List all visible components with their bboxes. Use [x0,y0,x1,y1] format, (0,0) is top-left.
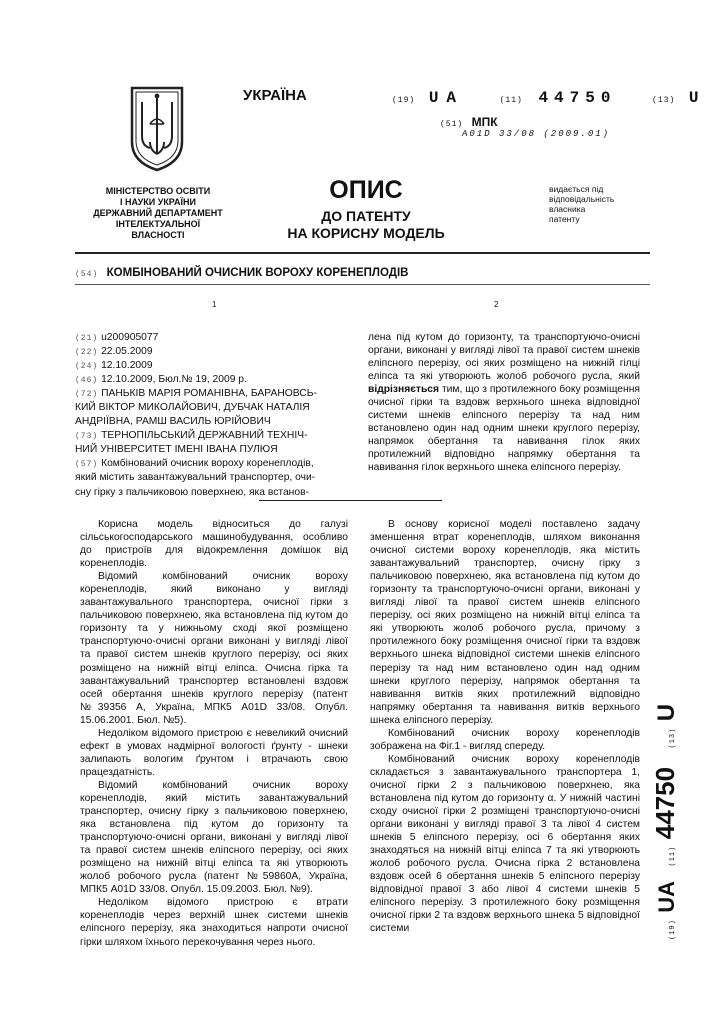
coat-of-arms-icon [128,84,186,174]
biblio-line: сну гірку з пальчиковою поверхнею, яка встанов- [75,486,309,498]
biblio-line: НИЙ УНІВЕРСИТЕТ ІМЕНІ ІВАНА ПУЛЮЯ [75,444,278,456]
inid-code-51: (51) [440,120,464,129]
department-line: ВЛАСНОСТІ [131,230,185,240]
issued-note: відповідальність [549,194,615,204]
country-name: УКРАЇНА [243,87,307,104]
paragraph: Недоліком відомого пристрою є невеликий очисний ефект в умовах надмірної вологості ґрунту - шнеки залипають вологим ґрунтом і втрачають свою працездатність. [80,727,348,778]
biblio-line: АНДРІЇВНА, РАМШ ВАСИЛЬ ЮРІЙОВИЧ [75,416,271,428]
department-line: ІНТЕЛЕКТУАЛЬНОЇ [115,219,201,229]
claim-continuation: лена під кутом до горизонту, та транспортуючо-очисні органи, виконані у вигляді лівої та правої систем шнеків еліпсного перерізу, осі яких розміщено на нижній гілці еліпса та які утворюють жолоб робочого русла, який відрізняється тим, що з протилежного боку розміщення очисної гірки та вздовж верхнього шнека відповідної системи шнеків еліпсного перерізу та над ним встановлено один над одним шнеки круглого перерізу, напрямок обертання та навивання гілок яких протилежний відповідно напрямку обертання та навивання гілок верхнього шнека еліпсного перерізу. [368,332,640,474]
biblio-line: (72) ПАНЬКІВ МАРІЯ РОМАНІВНА, БАРАНОВСЬ- [75,388,317,400]
kind-code: U [688,89,699,107]
description-right-column [370,518,640,936]
department-line: ДЕРЖАВНИЙ ДЕПАРТАМЕНТ [93,208,223,218]
section-divider [259,500,442,501]
side-patent-stamp: (19) UA (11) 44750 (13) U [650,703,680,940]
mpk-value: A01D 33/08 (2009.01) [462,129,611,139]
paragraph: Корисна модель відноситься до галузі сільськогосподарського машинобудування, особливо до пристроїв для відокремлення домішок від коренеплодів. [80,519,348,570]
paragraph: Відомий комбінований очисник вороху коренеплодів, який виконано у вигляді завантажувального транспортера, очисної гірки з пальчиковою поверхнею, яка встановлена під кутом до горизонту та у нижньому сході якої розміщено транспортуючо-очисні органи виконані у вигляді лівої та правої систем шнеків круглого перерізу, осі яких розміщено на нижній вітці еліпса. Очисна гірка та завантажувальний транспортер встановлені вздовж осей обертання шнеків круглого перерізу (патент №39356 А, Україна, МПК5 А01D 33/08. Опубл. 15.06.2001. Бюл. №5). [80,571,348,726]
issued-note: патенту [549,214,580,224]
biblio-line: (24) 12.10.2009 [75,360,153,372]
title-divider [75,284,650,285]
biblio-line: (57) Комбінований очисник вороху коренеплодів, [75,458,314,470]
paragraph: Відомий комбінований очисник вороху коренеплодів, який містить завантажувальний транспортер, очисну гірку з пальчиковою поверхнею, яка встановлена під кутом до горизонту та транспортуючо-очисні органи, виконані у вигляді лівої та правої систем шнеків еліпсного перерізу, осі яких розміщено на нижній вітці еліпса та які утворюють жолоб робочого русла (патент №59860А, Україна, МПК5 А01D 33/08. Опубл. 15.09.2003. Бюл. №9). [80,779,348,896]
ministry-line: І НАУКИ УКРАЇНИ [120,197,196,207]
patent-number: 44750 [538,89,617,107]
header-divider [75,252,650,254]
biblio-line: (46) 12.10.2009, Бюл.№ 19, 2009 р. [75,374,247,386]
paragraph: Комбінований очисник вороху коренеплодів зображена на Фіг.1 - вигляд спереду. [370,727,640,752]
paragraph: В основу корисної моделі поставлено задачу зменшення втрат коренеплодів, шляхом виконання очисної системи вороху коренеплодів, яка містить завантажувальний транспортер, очисну гірку з пальчиковою поверхнею, яка встановлена під кутом до горизонту та транспортуючо-очисні органи, виконані у вигляді лівої та правої систем шнеків еліпсного перерізу, осі яких розміщено на нижній вітці еліпса та які утворюють жолоб робочого русла, причому з протилежного боку розміщення очисної гірки та вздовж верхнього шнека відповідної системи шнеків еліпсного перерізу та над ним встановлено один над одним шнеки круглого перерізу, напрямок обертання та навивання витків яких протилежний відповідно напрямку обертання та навивання витків верхнього шнека еліпсного перерізу. [370,519,640,726]
description-left-column [80,518,348,949]
country-code: UA [428,89,465,107]
biblio-line: (73) ТЕРНОПІЛЬСЬКИЙ ДЕРЖАВНИЙ ТЕХНІЧ- [75,430,308,442]
document-title: ОПИС [329,176,403,204]
paragraph: Недоліком відомого пристрою є втрати коренеплодів через верхній шнек системи шнеків еліпсного перерізу, яка знаходиться напроти очисної гірки шляхом їхнього перекочування через нього. [80,897,348,948]
document-subtitle: НА КОРИСНУ МОДЕЛЬ [287,225,445,241]
biblio-line: який містить завантажувальний транспортер, очи- [75,472,316,484]
mpk-label: МПК [471,115,498,129]
bibliographic-data [75,331,348,500]
biblio-line: (22) 22.05.2009 [75,346,153,358]
column-number: 1 [212,300,217,309]
biblio-line: (21) u200905077 [75,332,159,343]
inid-code-11: (11) [499,96,523,105]
biblio-line: КИЙ ВІКТОР МИКОЛАЙОВИЧ, ДУБЧАК НАТАЛІЯ [75,402,310,414]
inid-code-19: (19) [392,96,416,105]
document-subtitle: ДО ПАТЕНТУ [321,208,411,224]
invention-title: КОМБІНОВАНИЙ ОЧИСНИК ВОРОХУ КОРЕНЕПЛОДІВ [106,267,409,279]
issued-note: видається під [549,184,604,194]
inid-code-13: (13) [652,96,676,105]
issued-note: власника [549,204,586,214]
paragraph: Комбінований очисник вороху коренеплодів складається з завантажувального транспортера 1, очисної гірки 2 з пальчиковою поверхнею, яка встановлена під кутом до горизонту α. У нижній частині сходу очисної гірки 2 розміщені транспортуючо-очисні органи виконані у вигляді правої 3 та лівої 4 систем шнеків 5 еліпсного перерізу, осі 6 обертання яких знаходяться на нижній вітці еліпса 7 та які утворюють жолоб робочого русла. Очисна гірка 2 встановлена вздовж осей 6 обертання шнеків 5 еліпсного перерізу відповідної правої 3 або лівої 4 системи шнеків 5 еліпсного перерізу. З протилежного боку розміщення очисної гірки 2 та вздовж верхнього шнека 5 відповідної системи [370,753,640,935]
ministry-line: МІНІСТЕРСТВО ОСВІТИ [105,186,211,196]
inid-code-54: (54) [75,270,99,279]
column-number: 2 [494,300,499,309]
